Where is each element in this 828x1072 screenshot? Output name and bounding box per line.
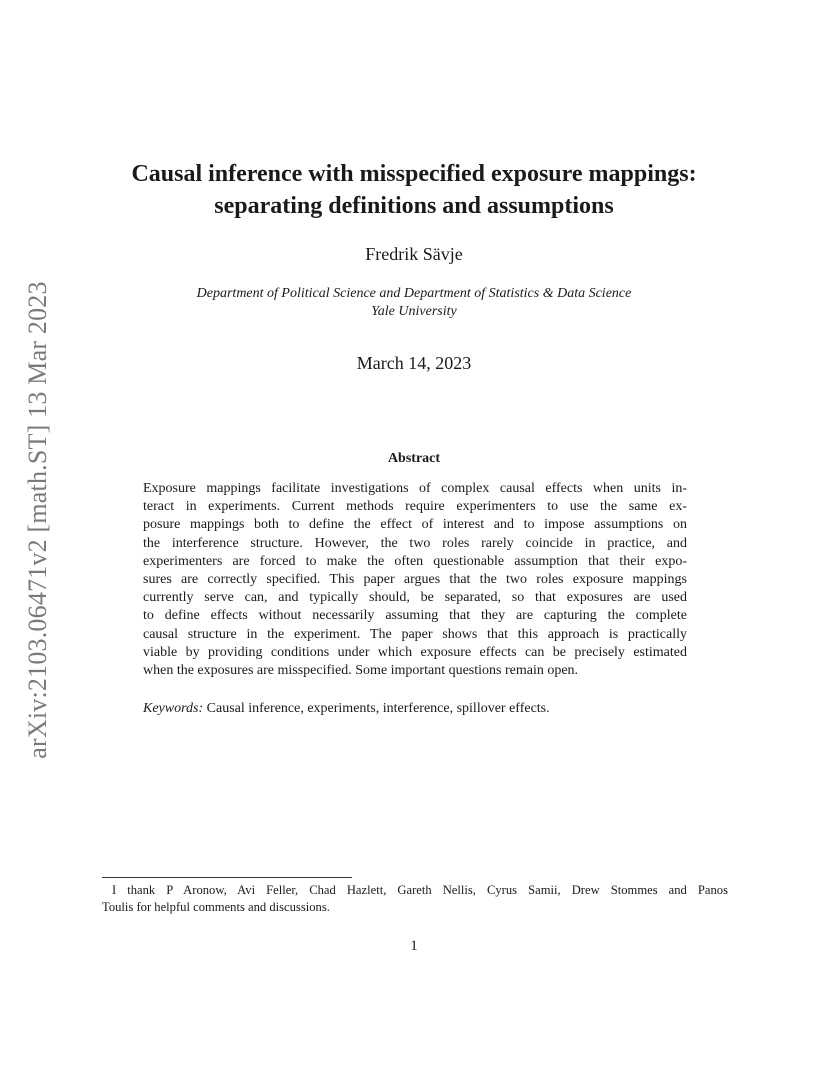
page-number: 1 — [410, 938, 418, 954]
footnote-line: I thank P Aronow, Avi Feller, Chad Hazlett, Gareth Nellis, Cyrus Samii, Drew Stommes and Panos — [112, 883, 728, 897]
abstract-line: sures are correctly specified. This paper argues that the two roles exposure mappings — [143, 572, 687, 588]
keywords-label: Keywords: — [143, 701, 204, 716]
abstract-line: posure mappings both to define the effect of interest and to impose assumptions on — [143, 517, 687, 533]
title-line: Causal inference with misspecified exposure mappings: — [131, 161, 697, 187]
affiliation — [0, 285, 828, 321]
footnote-line: Toulis for helpful comments and discussions. — [102, 900, 330, 914]
affiliation-line: Department of Political Science and Department of Statistics & Data Science — [196, 286, 632, 301]
abstract-heading: Abstract — [387, 451, 441, 466]
author-name: Fredrik Sävje — [365, 244, 463, 264]
abstract-body — [143, 480, 687, 680]
abstract-line: experimenters are forced to make the often questionable assumption that their expo- — [143, 553, 687, 569]
paper-title — [0, 158, 828, 222]
footnote — [102, 882, 728, 916]
abstract-line: currently serve can, and typically should, be separated, so that exposures are used — [143, 590, 687, 606]
footnote-divider — [102, 877, 352, 878]
abstract-line: teract in experiments. Current methods require experimenters to use the same ex- — [143, 499, 687, 515]
abstract-line: the interference structure. However, the two roles rarely coincide in practice, and — [143, 535, 687, 551]
publication-date: March 14, 2023 — [356, 353, 472, 373]
title-line: separating definitions and assumptions — [214, 193, 614, 219]
abstract-line: Exposure mappings facilitate investigations of complex causal effects when units in- — [143, 481, 687, 496]
keywords — [143, 701, 550, 717]
abstract-line: when the exposures are misspecified. Some important questions remain open. — [143, 663, 579, 679]
arxiv-identifier-stamp: arXiv:2103.06471v2 [math.ST] 13 Mar 2023 — [23, 281, 52, 759]
affiliation-line: Yale University — [371, 304, 457, 319]
keywords-text: Causal inference, experiments, interference, spillover effects. — [206, 701, 550, 716]
abstract-line: causal structure in the experiment. The paper shows that this approach is practically — [143, 626, 687, 642]
abstract-line: viable by providing conditions under which exposure effects can be precisely estimated — [143, 644, 687, 660]
abstract-line: to define effects without necessarily assuming that they are capturing the complete — [143, 608, 687, 624]
